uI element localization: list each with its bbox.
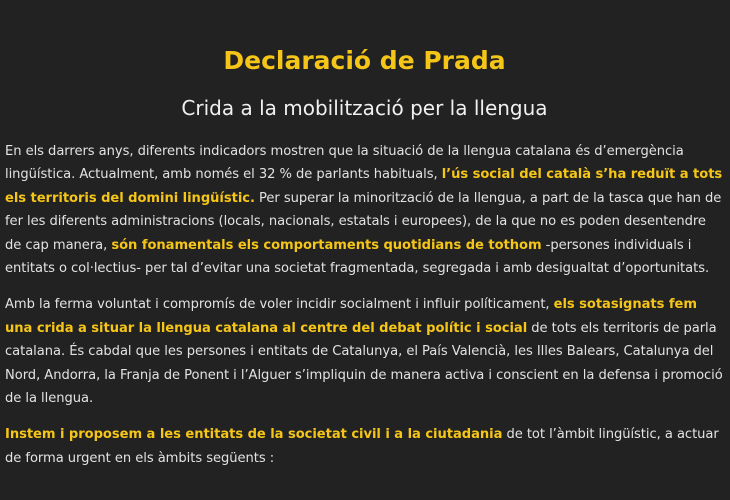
page-title: Declaració de Prada <box>223 46 506 75</box>
paragraph-3-text-1: de tot l’àmbit lingüístic, a actuar de forma urgent en els àmbits següents : <box>5 427 719 466</box>
paragraph-1-text-2: Per superar la minorització de la llengua, a part de la tasca que han de fer les diferents administracions (locals, nacionals, estatals i europees), de la que no es poden desentendre de cap manera, <box>5 190 722 253</box>
paragraph-1 <box>5 140 724 280</box>
paragraph-1-text-3: -persones individuals i entitats o col·lectius- per tal d’evitar una societat fragmentada, segregada i amb desigualtat d’oportunitats. <box>5 237 710 277</box>
paragraph-2-text-1: Amb la ferma voluntat i compromís de voler incidir socialment i influir políticament, <box>5 297 554 313</box>
paragraph-2 <box>5 293 724 410</box>
paragraph-1-text-1: En els darrers anys, diferents indicadors mostren que la situació de la llengua catalana és d’emergència lingüística. Actualment, amb només el 32 % de parlants habituals, <box>5 144 684 183</box>
paragraph-3 <box>5 423 724 470</box>
paragraph-2-highlight-1: els sotasignats fem una crida a situar la llengua catalana al centre del debat polític i social <box>5 297 697 336</box>
paragraph-2-text-2: de tots els territoris de parla catalana. És cabdal que les persones i entitats de Catalunya, el País Valencià, les Illes Balears, Catalunya del Nord, Andorra, la Franja de Ponent i l’Alguer s’impliquin de manera activa i conscient en la defensa i promoció de la llengua. <box>5 320 723 407</box>
paragraph-1-highlight-1: l’ús social del català s’ha reduït a tots els territoris del domini lingüístic. <box>5 167 723 206</box>
paragraph-3-highlight-1: Instem i proposem a les entitats de la societat civil i a la ciutadania <box>5 427 503 443</box>
page-subtitle: Crida a la mobilització per la llengua <box>181 96 548 120</box>
paragraph-1-highlight-2: són fonamentals els comportaments quotidians de tothom <box>111 237 542 253</box>
